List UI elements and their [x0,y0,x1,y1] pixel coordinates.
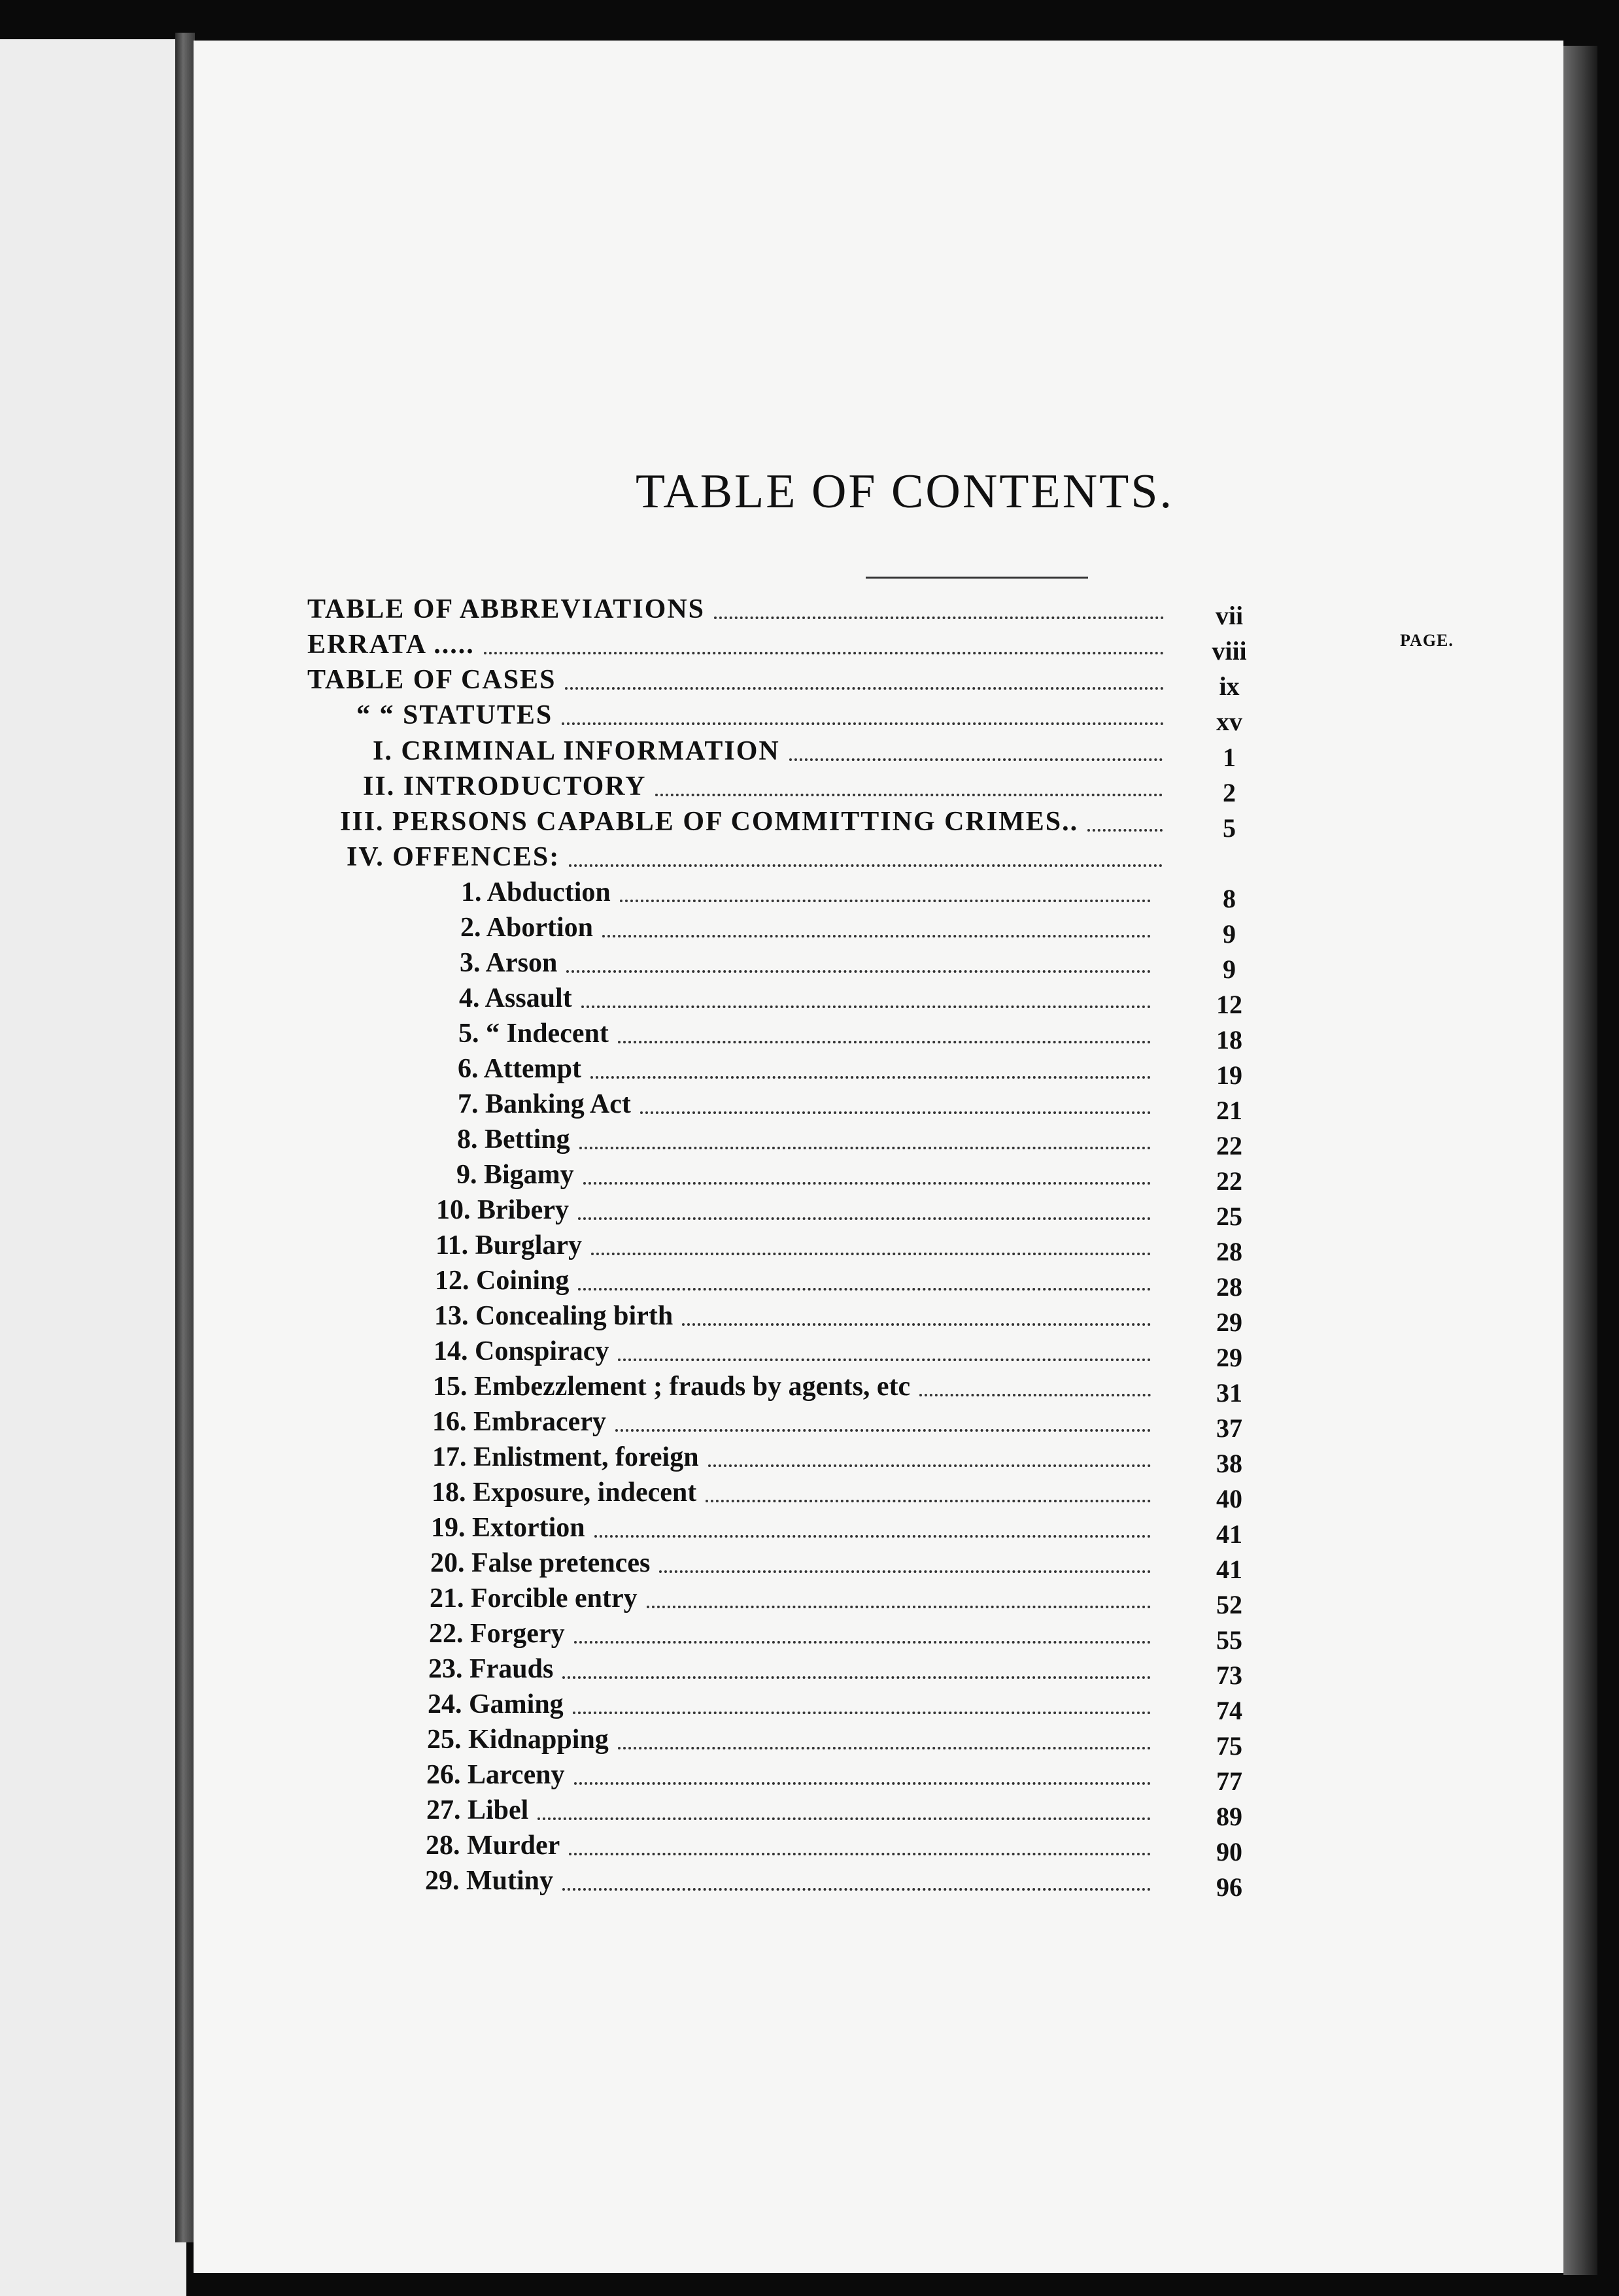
toc-leader-dots [919,1361,1151,1396]
toc-leader-dots [565,654,1164,690]
toc-leader-dots [602,902,1151,937]
toc-leader-dots [578,1255,1151,1291]
toc-entry-label: 16. Embracery [432,1407,606,1437]
toc-entry-label: 10. Bribery [436,1195,569,1225]
toc-page-number: 22 [1216,1131,1242,1160]
toc-leader-dots [594,1502,1151,1538]
toc-entry-label: 12. Coining [435,1266,570,1296]
toc-entry-label: 24. Gaming [428,1689,564,1719]
toc-entry-label: 25. Kidnapping [427,1725,609,1755]
toc-entry-label: 18. Exposure, indecent [432,1477,697,1508]
book-page [194,41,1563,2273]
toc-entry-label: 8. Betting [457,1124,570,1155]
toc-leader-dots [562,690,1164,725]
toc-entry-label: 26. Larceny [426,1760,565,1790]
toc-page-number: 96 [1216,1872,1242,1902]
toc-page-number: 75 [1216,1731,1242,1761]
toc-leader-dots [1087,796,1163,832]
toc-entry-label: IV. OFFENCES: [347,842,560,872]
toc-page-number: 73 [1216,1661,1242,1690]
toc-leader-dots [569,832,1163,867]
toc-leader-dots [590,1043,1151,1079]
toc-page-number: vii [1215,601,1244,630]
toc-entry-label: 1. Abduction [461,877,611,907]
toc-entry-label: I. CRIMINAL INFORMATION [373,736,780,766]
toc-page-number: 2 [1223,778,1236,807]
toc-page-number: 55 [1216,1625,1242,1655]
toc-leader-dots [591,1220,1151,1255]
toc-entry-label: 13. Concealing birth [434,1301,673,1331]
toc-leader-dots [789,726,1163,761]
toc-leader-dots [574,1749,1151,1785]
toc-page-number: 89 [1216,1802,1242,1831]
toc-page-number: 74 [1216,1696,1242,1725]
toc-leader-dots [573,1679,1151,1714]
toc-page-number: 41 [1216,1519,1242,1549]
toc-page-number: 29 [1216,1343,1242,1372]
toc-page-number: 40 [1216,1484,1242,1513]
toc-page-number: 8 [1223,884,1236,913]
toc-leader-dots [569,1820,1151,1855]
toc-page-number: 9 [1223,954,1236,984]
toc-entry-label: 21. Forcible entry [430,1583,638,1613]
toc-entry-label: 9. Bigamy [456,1160,574,1190]
toc-page-number: 41 [1216,1555,1242,1584]
toc-page-number: 28 [1216,1237,1242,1266]
toc-page-number: 25 [1216,1202,1242,1231]
toc-leader-dots [615,1396,1151,1432]
toc-leader-dots [659,1538,1151,1573]
toc-leader-dots [484,619,1164,654]
toc-page-number: 38 [1216,1449,1242,1478]
toc-entry-label: II. INTRODUCTORY [363,771,647,802]
toc-leader-dots [562,1855,1151,1891]
toc-entry-label: 6. Attempt [458,1054,581,1084]
toc-entry-label: 23. Frauds [428,1654,554,1684]
toc-entry-label: 4. Assault [459,983,572,1013]
toc-leader-dots [537,1785,1151,1820]
table-of-contents [194,41,1563,2273]
toc-entry-label: 20. False pretences [430,1548,651,1578]
toc-page-number: 19 [1216,1060,1242,1090]
toc-entry-label: 14. Conspiracy [434,1336,609,1366]
toc-entry-label: 2. Abortion [460,913,594,943]
toc-leader-dots [574,1608,1151,1644]
toc-leader-dots [579,1114,1151,1149]
toc-leader-dots [620,867,1151,902]
toc-entry-label: 15. Embezzlement ; frauds by agents, etc [433,1372,911,1402]
toc-page-number: 90 [1216,1837,1242,1866]
toc-page-number: 5 [1223,813,1236,843]
toc-entry-label: III. PERSONS CAPABLE OF COMMITTING CRIMES.. [340,807,1079,837]
toc-entry-label: TABLE OF CASES [307,665,556,695]
page-stack-edge [1563,46,1597,2275]
page-column-heading: PAGE. [1400,631,1454,650]
toc-page-number: 28 [1216,1272,1242,1302]
facing-page-edge [0,39,186,2296]
toc-page-number: 52 [1216,1590,1242,1619]
toc-leader-dots [708,1432,1151,1467]
toc-entry-label: “ “ STATUTES [356,700,553,730]
toc-leader-dots [566,937,1151,973]
toc-leader-dots [581,973,1151,1008]
toc-entry-label: 11. Burglary [435,1230,583,1260]
toc-leader-dots [640,1079,1151,1114]
toc-entry-label: 27. Libel [426,1795,529,1825]
toc-entry-label: 3. Arson [460,948,558,978]
toc-entry-label: 5. “ Indecent [458,1019,609,1049]
toc-offence-entry [425,1863,1275,1902]
toc-page-number: 37 [1216,1413,1242,1443]
toc-leader-dots [618,1714,1151,1749]
toc-page-number: 22 [1216,1166,1242,1196]
toc-entry-label: 7. Banking Act [458,1089,631,1119]
toc-page-number: 21 [1216,1096,1242,1125]
toc-page-number: 12 [1216,990,1242,1019]
toc-entry-label: 19. Extortion [431,1513,585,1543]
toc-page-number: 29 [1216,1308,1242,1337]
toc-leader-dots [655,761,1163,796]
toc-leader-dots [618,1008,1151,1043]
toc-page-number: 77 [1216,1766,1242,1796]
toc-page-number: 31 [1216,1378,1242,1408]
toc-page-number: 1 [1223,743,1236,772]
toc-leader-dots [562,1644,1151,1679]
toc-page-number: xv [1216,707,1242,736]
toc-entry-label: 17. Enlistment, foreign [432,1442,699,1472]
book-gutter [175,33,195,2242]
toc-page-number: 9 [1223,919,1236,949]
toc-leader-dots [714,584,1164,619]
toc-page-number: 18 [1216,1025,1242,1055]
page-title: TABLE OF CONTENTS. [635,465,1174,518]
toc-leader-dots [618,1326,1151,1361]
toc-page-number: ix [1219,671,1240,701]
toc-page-number: viii [1212,636,1247,666]
toc-entry-label: 28. Murder [426,1831,560,1861]
toc-leader-dots [578,1185,1151,1220]
toc-entry-label: ERRATA ..... [307,630,475,660]
toc-entry-label: 22. Forgery [429,1619,565,1649]
toc-leader-dots [682,1291,1151,1326]
toc-leader-dots [647,1573,1151,1608]
toc-leader-dots [583,1149,1151,1185]
toc-leader-dots [706,1467,1151,1502]
toc-entry-label: 29. Mutiny [425,1866,554,1896]
toc-entry-label: TABLE OF ABBREVIATIONS [307,594,706,624]
